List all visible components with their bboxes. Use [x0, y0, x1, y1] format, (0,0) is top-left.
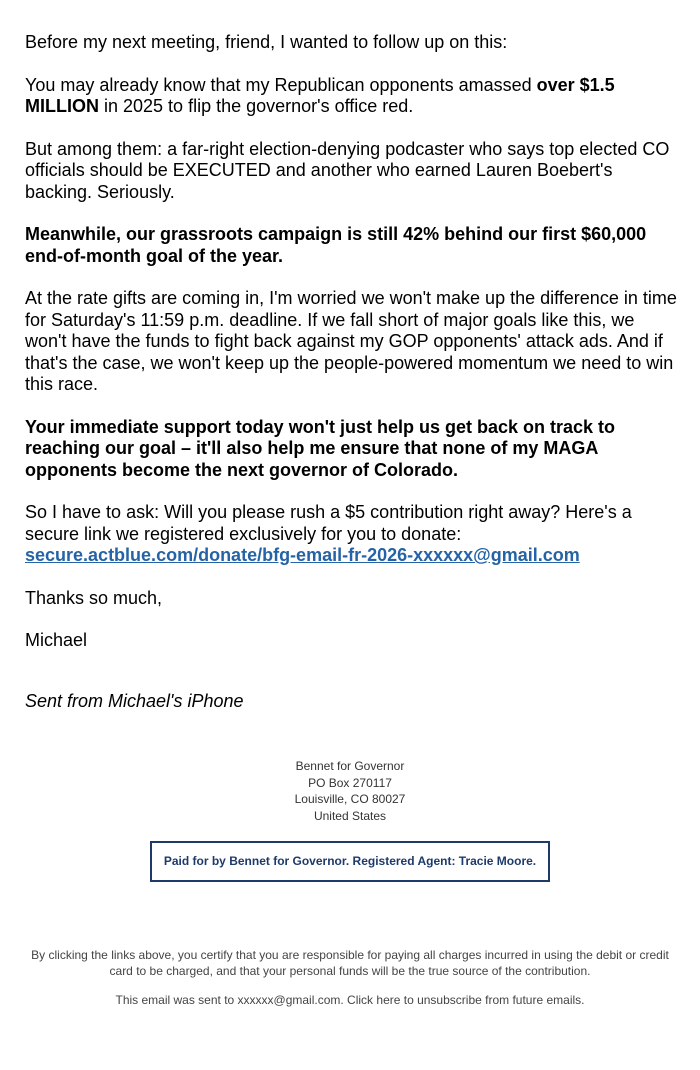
contribution-legal-text: By clicking the links above, you certify that you are responsible for paying all charges incurred in using the debit or credit card to be charged, and that your personal funds will be the true source of the contribution. — [31, 948, 669, 978]
funding-amount: over $1.5 MILLION — [25, 74, 615, 116]
signature: Michael — [25, 630, 88, 650]
legal-footer — [25, 947, 675, 1021]
email-body — [25, 32, 680, 733]
support-paragraph: Your immediate support today won't just help us get back on track to reaching our goal – it'll also help me ensure that none of my MAGA opponents become the next governor of Colorado. — [25, 416, 616, 480]
intro-paragraph: Before my next meeting, friend, I wanted to follow up on this: — [25, 32, 508, 52]
goal-paragraph: Meanwhile, our grassroots campaign is still 42% behind our first $60,000 end-of-month goal of the year. — [25, 224, 647, 266]
sent-from-line: Sent from Michael's iPhone — [25, 690, 244, 711]
footer — [0, 758, 700, 882]
opponents-funding-paragraph: You may already know that my Republican opponents amassed over $1.5 MILLION in 2025 to flip the governor's office red. — [25, 74, 615, 116]
thanks-line: Thanks so much, — [25, 587, 163, 608]
ask-paragraph: So I have to ask: Will you please rush a $5 contribution right away? Here's a secure link we registered exclusively for you to donate: secure.actblue.com/donate/bfg-email-fr-2026-xxxxxx@gmail.com — [25, 502, 632, 565]
opponents-paragraph: But among them: a far-right election-denying podcaster who says top elected CO officials should be EXECUTED and another who earned Lauren Boebert's backing. Seriously. — [25, 138, 670, 202]
donate-link[interactable]: secure.actblue.com/donate/bfg-email-fr-2026-xxxxxx@gmail.com — [25, 545, 580, 565]
mailing-address: Bennet for Governor PO Box 270117 Louisville, CO 80027 United States — [294, 759, 406, 823]
paid-for-disclaimer: Paid for by Bennet for Governor. Registered Agent: Tracie Moore. — [150, 841, 550, 882]
deadline-paragraph: At the rate gifts are coming in, I'm worried we won't make up the difference in time for Saturday's 11:59 p.m. deadline. If we fall short of major goals like this, we won't have the funds to fight back against my GOP opponents' attack ads. And if that's the case, we won't keep up the people-powered momentum we need to win this race. — [25, 288, 677, 394]
unsubscribe-text[interactable]: This email was sent to xxxxxx@gmail.com. Click here to unsubscribe from future emails. — [115, 993, 585, 1007]
